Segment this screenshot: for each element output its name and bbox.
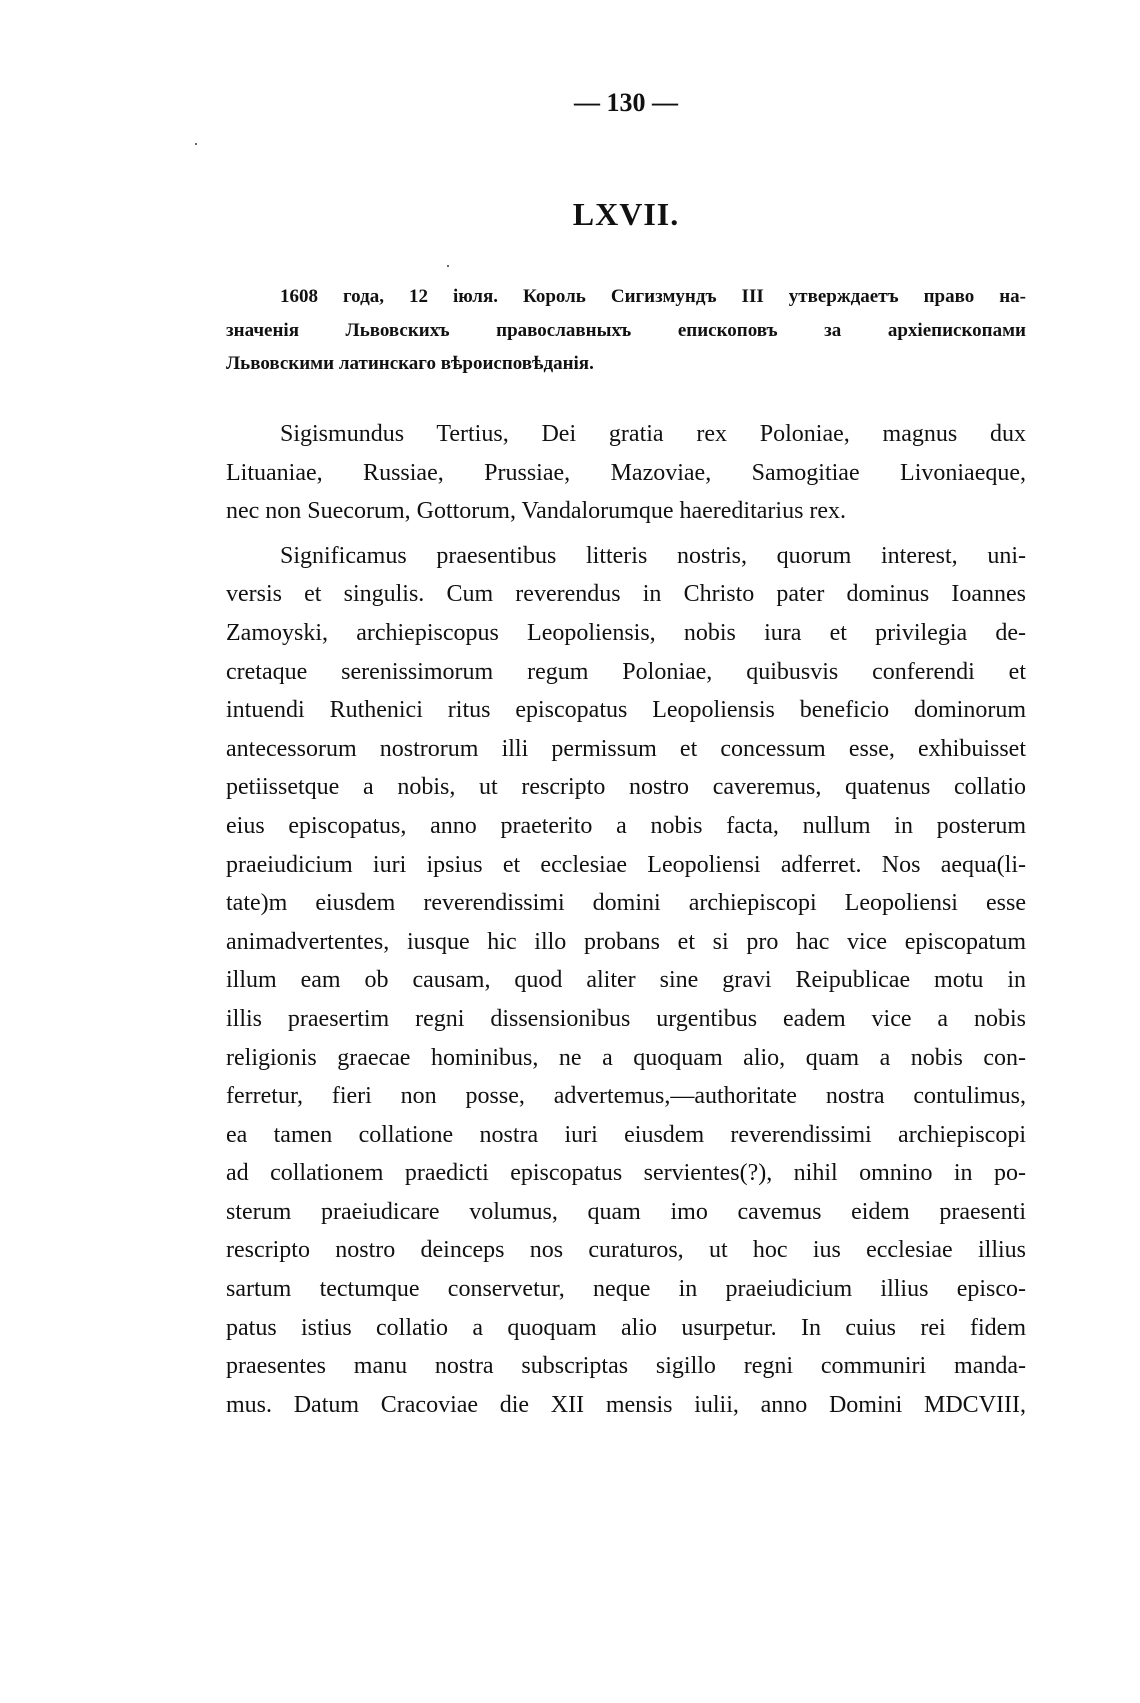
text-line: antecessorum nostrorum illi permissum et concessum esse, exhibuisset [226, 735, 1026, 762]
text-line: mus. Datum Cracoviae die XII mensis iulii, anno Domini MDCVIII, [226, 1391, 1026, 1418]
text-line: intuendi Ruthenici ritus episcopatus Leopoliensis beneficio dominorum [226, 697, 1026, 724]
page-number: — 130 — [574, 88, 678, 117]
text-line: Zamoyski, archiepiscopus Leopoliensis, nobis iura et privilegia de- [226, 619, 1026, 646]
document-summary [226, 280, 1026, 381]
text-line: praeiudicium iuri ipsius et ecclesiae Leopoliensi adferret. Nos aequa(li- [226, 851, 1026, 878]
text-line: ea tamen collatione nostra iuri eiusdem reverendissimi archiepiscopi [226, 1121, 1026, 1148]
document-body [226, 415, 1026, 1424]
summary-line: Львовскими латинскаго вѣроисповѣданія. [226, 353, 594, 374]
text-line: Lituaniae, Russiae, Prussiae, Mazoviae, Samogitiae Livoniaeque, [226, 459, 1026, 486]
text-line: Significamus praesentibus litteris nostris, quorum interest, uni- [280, 542, 1026, 569]
text-line: illum eam ob causam, quod aliter sine gravi Reipublicae motu in [226, 967, 1026, 994]
text-line: religionis graecae hominibus, ne a quoquam alio, quam a nobis con- [226, 1044, 1026, 1071]
text-line: petiissetque a nobis, ut rescripto nostro caveremus, quatenus collatio [226, 774, 1026, 801]
text-line: eius episcopatus, anno praeterito a nobis facta, nullum in posterum [226, 812, 1026, 839]
text-line: ad collationem praedicti episcopatus servientes(?), nihil omnino in po- [226, 1160, 1026, 1187]
text-line: sterum praeiudicare volumus, quam imo cavemus eidem praesenti [226, 1198, 1026, 1225]
text-line: rescripto nostro deinceps nos curaturos, ut hoc ius ecclesiae illius [226, 1237, 1026, 1264]
paragraph [226, 537, 1026, 1425]
text-line: ferretur, fieri non posse, advertemus,—authoritate nostra contulimus, [226, 1083, 1026, 1110]
text-line: sartum tectumque conservetur, neque in praeiudicium illius episco- [226, 1276, 1026, 1303]
text-line: praesentes manu nostra subscriptas sigillo regni communiri manda- [226, 1353, 1026, 1380]
text-line: versis et singulis. Cum reverendus in Christo pater dominus Ioannes [226, 581, 1026, 608]
scan-speck [195, 143, 197, 145]
text-line: patus istius collatio a quoquam alio usurpetur. In cuius rei fidem [226, 1314, 1026, 1341]
text-line: animadvertentes, iusque hic illo probans et si pro hac vice episcopatum [226, 928, 1026, 955]
section-title: LXVII. [572, 196, 680, 232]
text-line: cretaque serenissimorum regum Poloniae, quibusvis conferendi et [226, 658, 1026, 685]
text-line: Sigismundus Tertius, Dei gratia rex Poloniae, magnus dux [280, 421, 1026, 447]
text-line: nec non Suecorum, Gottorum, Vandalorumque haereditarius rex. [226, 498, 847, 525]
scan-speck [447, 265, 449, 267]
text-line: illis praesertim regni dissensionibus urgentibus eadem vice a nobis [226, 1005, 1026, 1032]
summary-line: значенія Львовскихъ православныхъ епископовъ за архіепископами [226, 319, 1026, 341]
text-line: tate)m eiusdem reverendissimi domini archiepiscopi Leopoliensi esse [226, 890, 1026, 917]
summary-line: 1608 года, 12 іюля. Король Сигизмундъ III утверждаетъ право на- [280, 286, 1026, 307]
paragraph [226, 415, 1026, 531]
